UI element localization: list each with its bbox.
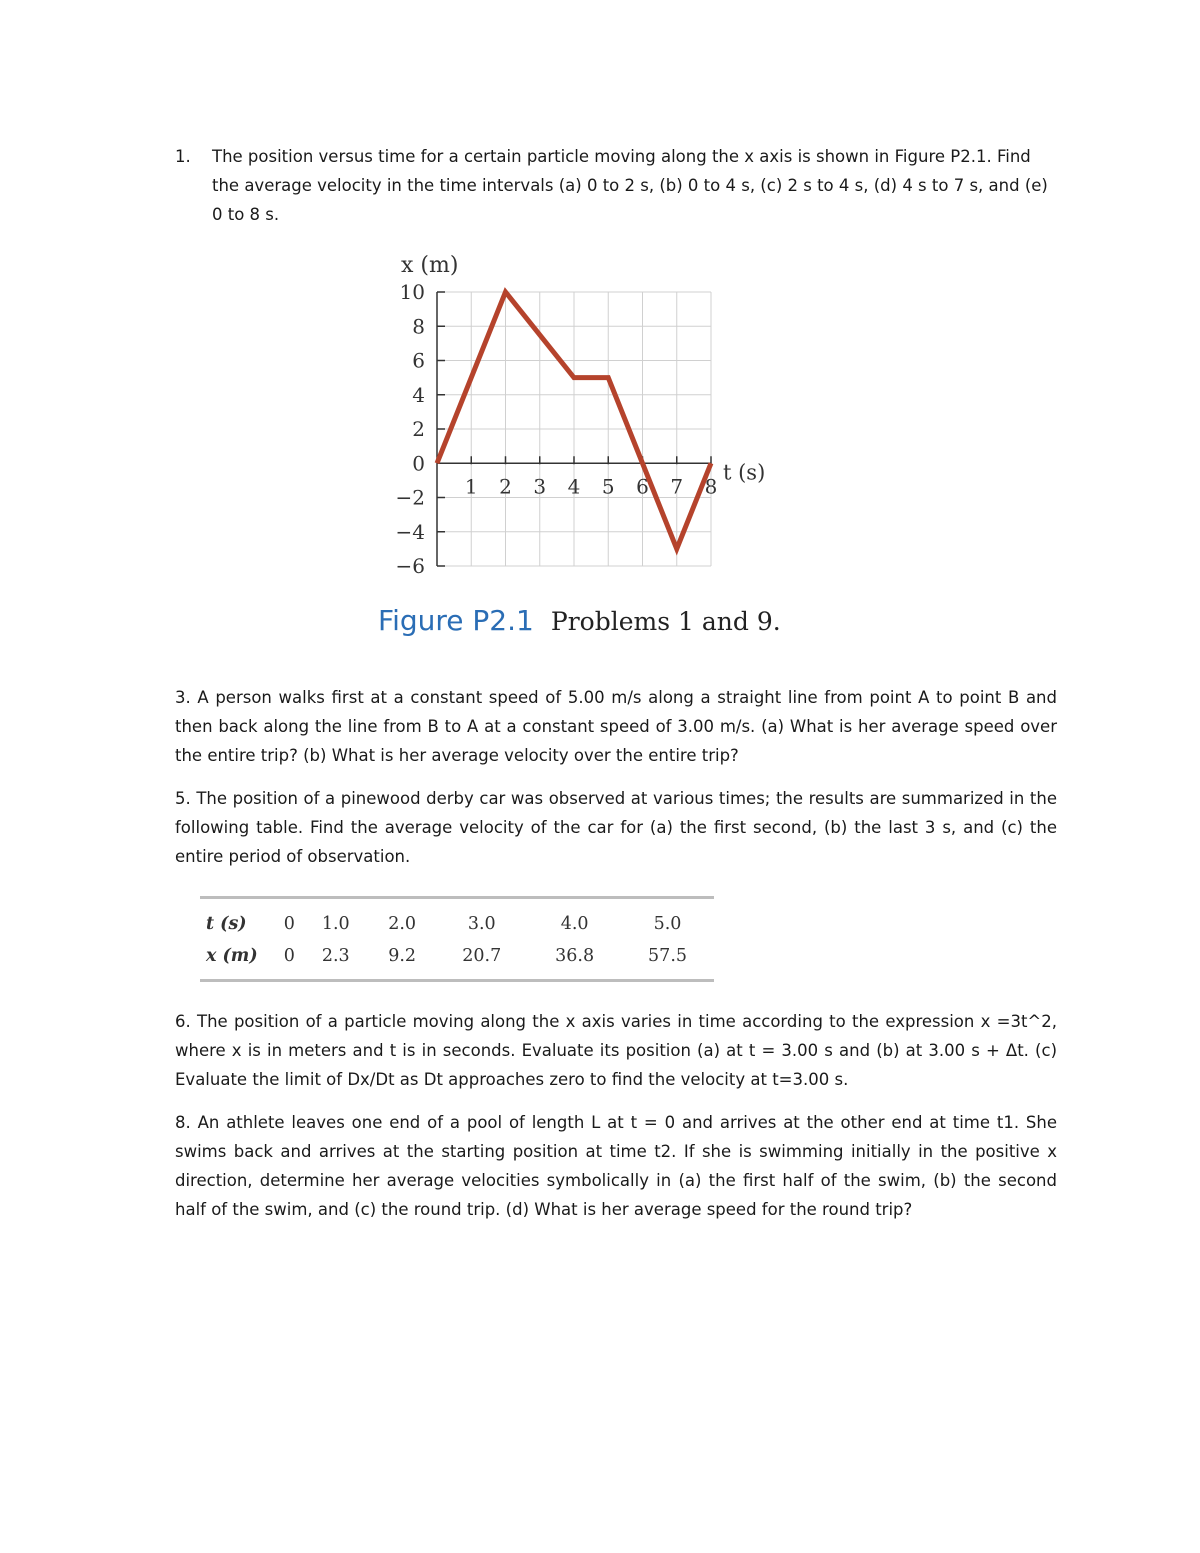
question-3: 3. A person walks first at a constant speed of 5.00 m/s along a straight line from point A to point B and then back along the line from B to A at a constant speed of 3.00 m/s. (a) What is her average speed over the entire trip? (b) What is her average velocity over the entire trip?	[175, 688, 1057, 765]
x-tick-label: 7	[670, 474, 684, 499]
table-cell: 57.5	[648, 946, 688, 966]
y-tick-label: 10	[399, 280, 425, 304]
table-cell: 1.0	[321, 914, 350, 934]
y-tick-label: 8	[412, 314, 425, 339]
data-table	[200, 896, 714, 982]
figure-caption-text: Problems 1 and 9.	[550, 607, 781, 636]
y-tick-label: 6	[412, 348, 425, 373]
question-8: 8. An athlete leaves one end of a pool of length L at t = 0 and arrives at the other end at time t1. She swims back and arrives at the starting position at time t2. If she is swimming initially in the positive x direction, determine her average velocities symbolically in (a) the first half of the swim, (b) the second half of the swim, and (c) the round trip. (d) What is her average speed for the round trip?	[175, 1113, 1057, 1219]
y-tick-label: 0	[412, 451, 425, 476]
x-tick-label: 8	[704, 474, 718, 499]
x-tick-label: 4	[567, 474, 581, 499]
x-tick-label: 5	[601, 474, 615, 499]
question-6: 6. The position of a particle moving along the x axis varies in time according to the expression x =3t^2, where x is in meters and t is in seconds. Evaluate its position (a) at t = 3.00 s and (b) at 3.00 s + Δt. (c) Evaluate the limit of Dx/Dt as Dt approaches zero to find the velocity at t=3.00 s.	[175, 1012, 1057, 1089]
table-cell: 20.7	[462, 946, 502, 966]
table-cell: 5.0	[653, 914, 682, 934]
table-cell: 3.0	[467, 914, 496, 934]
table-row	[200, 898, 714, 941]
y-tick-label: −4	[395, 519, 425, 544]
table-cell: 2.3	[321, 946, 350, 966]
table-cell: 9.2	[388, 946, 417, 966]
table-cell: 0	[283, 914, 295, 934]
x-tick-label: 2	[499, 474, 512, 499]
table-cell: 4.0	[560, 914, 589, 934]
x-tick-label: 6	[636, 474, 649, 499]
table-cell: 2.0	[388, 914, 417, 934]
y-tick-label: 4	[412, 382, 425, 407]
position-time-chart	[370, 248, 790, 588]
question-1-number: 1.	[175, 147, 191, 166]
figure-label: Figure P2.1	[378, 604, 534, 637]
question-5: 5. The position of a pinewood derby car was observed at various times; the results are summarized in the following table. Find the average velocity of the car for (a) the first second, (b) the last 3 s, and (c) the entire period of observation.	[175, 789, 1057, 866]
y-tick-label: −6	[395, 554, 425, 578]
y-tick-label: 2	[412, 417, 425, 441]
x-tick-label: 1	[464, 474, 478, 499]
question-1-text: The position versus time for a certain particle moving along the x axis is shown in Figure P2.1. Find the average velocity in the time intervals (a) 0 to 2 s, (b) 0 to 4 s, (c) 2 s to 4 s, (d) 4 s to 7 s, and (e) 0 to 8 s.	[212, 147, 1048, 224]
table-row-header: x (m)	[206, 946, 258, 966]
y-tick-label: −2	[395, 485, 425, 510]
x-axis-label: t (s)	[723, 460, 766, 485]
table-row-header: t (s)	[206, 914, 247, 934]
figure-caption	[378, 604, 781, 637]
x-tick-label: 3	[533, 474, 547, 499]
question-1	[175, 142, 1057, 229]
table-cell: 0	[283, 946, 295, 966]
table-row	[200, 940, 714, 981]
y-axis-label: x (m)	[401, 253, 459, 278]
table-cell: 36.8	[555, 946, 595, 966]
